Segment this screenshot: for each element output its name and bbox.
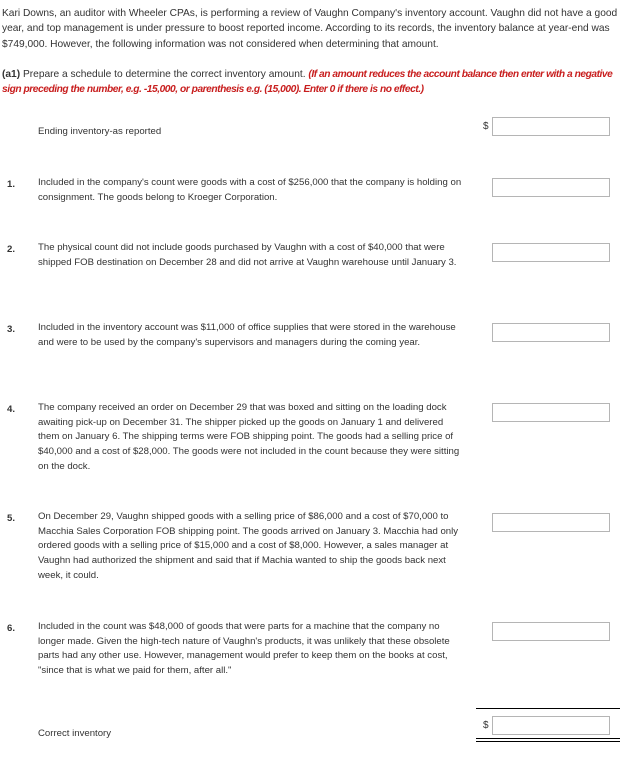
item-5-number: 5. bbox=[7, 513, 16, 524]
question-instruction: (If an amount reduces the account balance then enter with a negative sign preceding the number, e.g. -15,000, or parenthesis e.g. (15,000). Enter 0 if there is no effect.) bbox=[2, 69, 613, 96]
item-2-number: 2. bbox=[7, 244, 16, 255]
item-1-field-box bbox=[492, 178, 610, 197]
item-5-text: On December 29, Vaughn shipped goods with a selling price of $86,000 and a cost of $70,000 to Macchia Sales Corporation FOB shipping point. The goods arrived on January 3. Macchia had only ordered goods with a selling price of $15,000 and a cost of $8,000. However, a sales manager at Vaughn had authorized the shipment and said that if Machia wanted to ship the goods back next week, it could. bbox=[38, 511, 459, 581]
total-double-rule-top bbox=[476, 738, 620, 739]
item-4-number: 4. bbox=[7, 404, 16, 415]
item-3-text: Included in the inventory account was $11,000 of office supplies that were stored in the warehouse and were to be used by the company's supervisors and managers during the coming year. bbox=[38, 322, 456, 348]
item-1-text: Included in the company's count were goods with a cost of $256,000 that the company is holding on consignment. The goods belong to Kroeger Corporation. bbox=[38, 177, 462, 203]
ending-inventory-label: Ending inventory-as reported bbox=[38, 126, 162, 137]
item-3-number: 3. bbox=[7, 324, 16, 335]
item-3-input[interactable] bbox=[493, 326, 609, 343]
item-2-field-box bbox=[492, 243, 610, 262]
item-4-input[interactable] bbox=[493, 406, 609, 423]
question-label: (a1) bbox=[2, 69, 21, 80]
correct-inventory-input[interactable] bbox=[493, 719, 609, 736]
item-1-number: 1. bbox=[7, 179, 16, 190]
item-3-field-box bbox=[492, 323, 610, 342]
question-text: Prepare a schedule to determine the correct inventory amount. bbox=[22, 69, 306, 80]
correct-inventory-currency: $ bbox=[483, 720, 489, 731]
item-2-input[interactable] bbox=[493, 246, 609, 263]
ending-inventory-currency: $ bbox=[483, 121, 489, 132]
item-5-field-box bbox=[492, 513, 610, 532]
item-4-field-box bbox=[492, 403, 610, 422]
ending-inventory-field-box bbox=[492, 117, 610, 136]
question-prompt bbox=[2, 67, 624, 98]
item-5-input[interactable] bbox=[493, 516, 609, 533]
total-double-rule-bottom bbox=[476, 741, 620, 742]
item-6-text: Included in the count was $48,000 of goods that were parts for a machine that the company no longer made. Given the high-tech nature of Vaughn's products, it was unlikely that these obsolete parts had any other use. However, management would prefer to keep them on the books at cost, "since that is what we paid for them, after all." bbox=[38, 621, 450, 677]
item-6-field-box bbox=[492, 622, 610, 641]
item-2-text: The physical count did not include goods purchased by Vaughn with a cost of $40,000 that were shipped FOB destination on December 28 and did not arrive at Vaughn warehouse until January 3. bbox=[38, 242, 457, 268]
subtotal-rule bbox=[476, 708, 620, 709]
ending-inventory-input[interactable] bbox=[493, 120, 609, 137]
item-6-input[interactable] bbox=[493, 625, 609, 642]
item-1-input[interactable] bbox=[493, 181, 609, 198]
item-4-text: The company received an order on December 29 that was boxed and sitting on the loading dock awaiting pick-up on December 31. The shipper picked up the goods on January 1 and delivered them on January 6. The shipping terms were FOB shipping point. The goods had a selling price of $40,000 and a cost of $28,000. The goods were not included in the count because they were sitting on the dock. bbox=[38, 402, 460, 472]
correct-inventory-field-box bbox=[492, 716, 610, 735]
correct-inventory-label: Correct inventory bbox=[38, 728, 112, 739]
item-6-number: 6. bbox=[7, 623, 16, 634]
problem-intro: Kari Downs, an auditor with Wheeler CPAs, is performing a review of Vaughn Company's inventory account. Vaughn did not have a good year, and top management is under pressure to boost reported income. According to its records, the inventory balance at year-end was $749,000. However, the following information was not considered when determining that amount. bbox=[2, 8, 618, 50]
